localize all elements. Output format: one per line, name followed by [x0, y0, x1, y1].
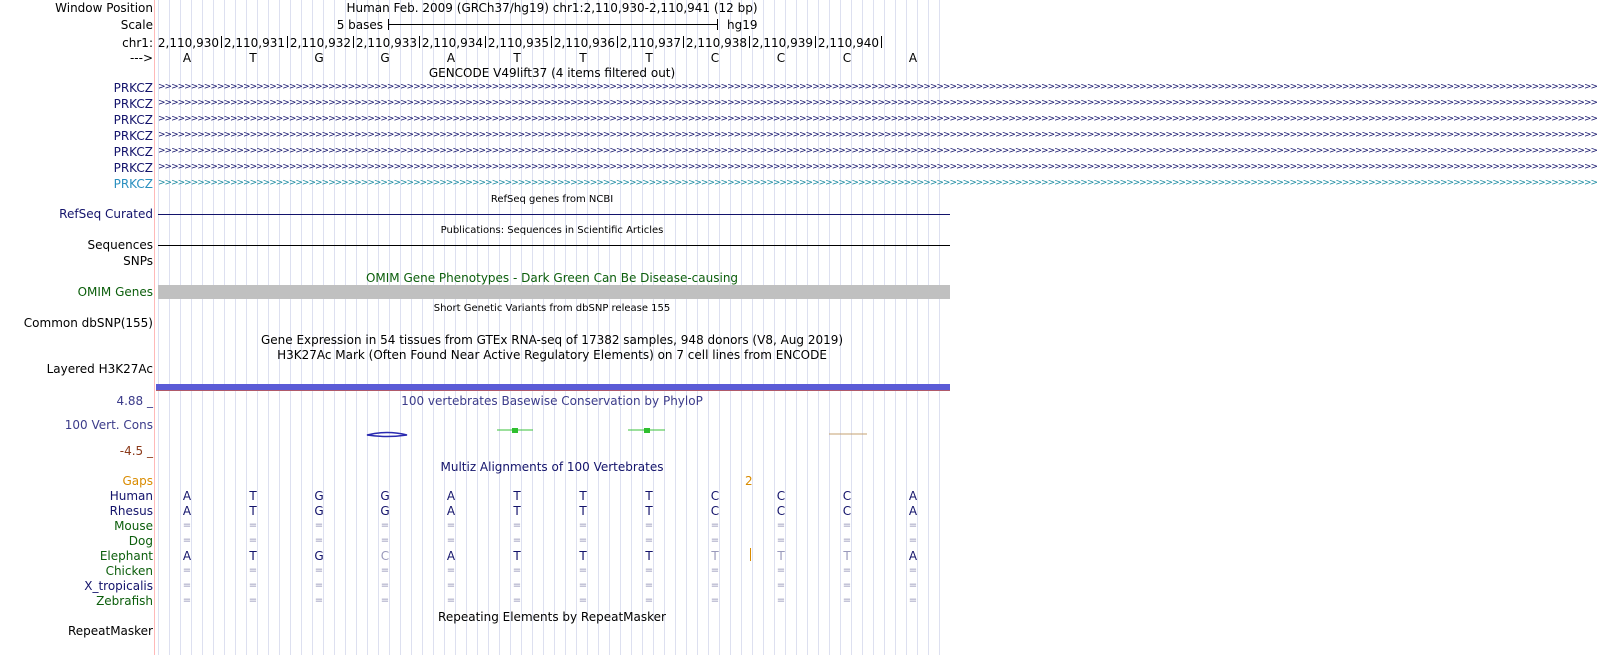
base-letter: A [182, 51, 192, 65]
alignment-base: = [182, 520, 192, 531]
gencode-transcript[interactable]: >>>>>>>>>>>>>>>>>>>>>>>>>>>>>>>>>>>>>>>>>>>>>>>>>>>>>>>>>>>>>>>>>>>>>>>>>>>>>>>>>>>>>>>>>>>>>>>>>>>>>>>>>>>>>>>>>>>>>>>>>>>>>>>>>>>>>>>>>>>>>>>>>>>>>>>>>>>>>>>>>>>>>>>>>>>>>>>>>>>>>>>>>>>>>>>>>>>>>>>>>>>>>>>>>>>>>>>>>>>> [158, 98, 1597, 108]
alignment-base: A [446, 489, 456, 503]
alignment-base: = [776, 520, 786, 531]
alignment-base: A [446, 504, 456, 518]
alignment-base: = [446, 535, 456, 546]
alignment-base: G [380, 504, 390, 518]
alignment-base: = [710, 565, 720, 576]
base-letter: A [446, 51, 456, 65]
publications-track-title: Publications: Sequences in Scientific Articles [440, 225, 664, 236]
phylop-signal[interactable] [355, 420, 885, 442]
phylop-min-label: -4.5 _ [119, 444, 153, 458]
ruler-tick [881, 36, 882, 48]
alignment-base: = [908, 520, 918, 531]
gencode-gene-label[interactable]: PRKCZ [113, 145, 153, 159]
base-letter: T [513, 51, 521, 65]
alignment-base: = [314, 565, 324, 576]
base-letter: T [579, 51, 587, 65]
h3k27ac-baseline [156, 390, 950, 391]
phylop-track-title: 100 vertebrates Basewise Conservation by PhyloP [401, 394, 703, 408]
sequences-track-label[interactable]: Sequences [87, 238, 153, 252]
alignment-base: = [578, 580, 588, 591]
alignment-base: G [314, 504, 324, 518]
alignment-base: = [446, 565, 456, 576]
ruler-coordinate: 2,110,933 [355, 36, 417, 50]
alignment-base: = [512, 580, 522, 591]
base-letter: A [908, 51, 918, 65]
alignment-base: = [578, 520, 588, 531]
ruler-coordinate: 2,110,938 [685, 36, 747, 50]
ruler-tick [221, 36, 222, 48]
alignment-base: = [644, 565, 654, 576]
alignment-base: T [645, 489, 653, 503]
species-label[interactable]: X_tropicalis [84, 579, 153, 593]
alignment-base: = [908, 595, 918, 606]
scale-bar-left-tick [388, 19, 389, 30]
alignment-base: A [446, 549, 456, 563]
position-title: Human Feb. 2009 (GRCh37/hg19) chr1:2,110,930-2,110,941 (12 bp) [346, 1, 758, 15]
alignment-base: = [248, 520, 258, 531]
alignment-base: = [776, 580, 786, 591]
h3k27ac-track-title: H3K27Ac Mark (Often Found Near Active Regulatory Elements) on 7 cell lines from ENCODE [277, 348, 827, 362]
alignment-base: G [380, 489, 390, 503]
species-label[interactable]: Zebrafish [96, 594, 153, 608]
scale-bar [388, 24, 718, 25]
gencode-gene-label[interactable]: PRKCZ [113, 129, 153, 143]
alignment-base: T [249, 489, 257, 503]
omim-track-label[interactable]: OMIM Genes [77, 285, 153, 299]
alignment-base: G [314, 549, 324, 563]
ruler-tick [287, 36, 288, 48]
alignment-base: T [249, 549, 257, 563]
alignment-base: = [380, 535, 390, 546]
alignment-base: = [446, 595, 456, 606]
alignment-base: = [578, 595, 588, 606]
ruler-coordinate: 2,110,934 [421, 36, 483, 50]
snps-track-label[interactable]: SNPs [123, 254, 153, 268]
repeatmasker-track-label[interactable]: RepeatMasker [67, 624, 153, 638]
ruler-coordinate: 2,110,937 [619, 36, 681, 50]
alignment-base: = [710, 535, 720, 546]
gtex-track-title: Gene Expression in 54 tissues from GTEx RNA-seq of 17382 samples, 948 donors (V8, Aug 2019) [260, 333, 844, 347]
gencode-transcript[interactable]: >>>>>>>>>>>>>>>>>>>>>>>>>>>>>>>>>>>>>>>>>>>>>>>>>>>>>>>>>>>>>>>>>>>>>>>>>>>>>>>>>>>>>>>>>>>>>>>>>>>>>>>>>>>>>>>>>>>>>>>>>>>>>>>>>>>>>>>>>>>>>>>>>>>>>>>>>>>>>>>>>>>>>>>>>>>>>>>>>>>>>>>>>>>>>>>>>>>>>>>>>>>>>>>>>>>>>>>>>>>> [158, 178, 1597, 188]
alignment-base: A [182, 549, 192, 563]
alignment-base: = [908, 580, 918, 591]
base-letter: T [249, 51, 257, 65]
alignment-base: = [842, 580, 852, 591]
alignment-base: = [776, 565, 786, 576]
gencode-transcript[interactable]: >>>>>>>>>>>>>>>>>>>>>>>>>>>>>>>>>>>>>>>>>>>>>>>>>>>>>>>>>>>>>>>>>>>>>>>>>>>>>>>>>>>>>>>>>>>>>>>>>>>>>>>>>>>>>>>>>>>>>>>>>>>>>>>>>>>>>>>>>>>>>>>>>>>>>>>>>>>>>>>>>>>>>>>>>>>>>>>>>>>>>>>>>>>>>>>>>>>>>>>>>>>>>>>>>>>>>>>>>>>> [158, 146, 1597, 156]
alignment-base: T [843, 549, 851, 563]
gencode-gene-label[interactable]: PRKCZ [113, 161, 153, 175]
alignment-base: T [579, 489, 587, 503]
species-label[interactable]: Chicken [105, 564, 153, 578]
alignment-base: = [314, 595, 324, 606]
dbsnp-track-title: Short Genetic Variants from dbSNP release 155 [433, 303, 671, 314]
alignment-base: = [710, 580, 720, 591]
species-label[interactable]: Human [109, 489, 153, 503]
alignment-base: = [314, 520, 324, 531]
ruler-tick [617, 36, 618, 48]
ruler-coordinate: 2,110,931 [223, 36, 285, 50]
alignment-base: = [776, 595, 786, 606]
scale-label: Scale [120, 18, 153, 32]
alignment-base: C [380, 549, 390, 563]
omim-gene-bar[interactable] [158, 285, 950, 299]
alignment-base: C [776, 504, 786, 518]
alignment-base: = [314, 580, 324, 591]
alignment-base: C [776, 489, 786, 503]
phylop-mark-green-2-peak [644, 428, 650, 433]
alignment-base: = [644, 595, 654, 606]
alignment-base: A [182, 489, 192, 503]
base-letter: C [842, 51, 852, 65]
h3k27ac-track-label[interactable]: Layered H3K27Ac [46, 362, 153, 376]
gap-count: 2 [745, 474, 753, 488]
gencode-gene-label[interactable]: PRKCZ [113, 81, 153, 95]
ruler-coordinate: 2,110,939 [751, 36, 813, 50]
ruler-tick [485, 36, 486, 48]
ruler-coordinate: 2,110,930 [157, 36, 219, 50]
species-label[interactable]: Elephant [99, 549, 153, 563]
ruler-coordinate: 2,110,932 [289, 36, 351, 50]
species-label[interactable]: Mouse [114, 519, 153, 533]
alignment-base: = [182, 595, 192, 606]
alignment-base: = [578, 565, 588, 576]
alignment-base: C [710, 504, 720, 518]
alignment-base: = [842, 535, 852, 546]
alignment-base: T [249, 504, 257, 518]
alignment-base: = [908, 565, 918, 576]
omim-track-title: OMIM Gene Phenotypes - Dark Green Can Be Disease-causing [365, 271, 739, 285]
alignment-base: = [710, 520, 720, 531]
alignment-base: = [182, 580, 192, 591]
ruler-tick [815, 36, 816, 48]
gencode-transcript[interactable]: >>>>>>>>>>>>>>>>>>>>>>>>>>>>>>>>>>>>>>>>>>>>>>>>>>>>>>>>>>>>>>>>>>>>>>>>>>>>>>>>>>>>>>>>>>>>>>>>>>>>>>>>>>>>>>>>>>>>>>>>>>>>>>>>>>>>>>>>>>>>>>>>>>>>>>>>>>>>>>>>>>>>>>>>>>>>>>>>>>>>>>>>>>>>>>>>>>>>>>>>>>>>>>>>>>>>>>>>>>>> [158, 130, 1597, 140]
alignment-base: = [380, 580, 390, 591]
species-label[interactable]: Dog [128, 534, 153, 548]
ruler-coordinate: 2,110,940 [817, 36, 879, 50]
alignment-base: = [644, 580, 654, 591]
ruler-tick [749, 36, 750, 48]
repeatmasker-track-title: Repeating Elements by RepeatMasker [438, 610, 666, 624]
alignment-base: A [908, 549, 918, 563]
alignment-base: C [710, 489, 720, 503]
gencode-transcript[interactable]: >>>>>>>>>>>>>>>>>>>>>>>>>>>>>>>>>>>>>>>>>>>>>>>>>>>>>>>>>>>>>>>>>>>>>>>>>>>>>>>>>>>>>>>>>>>>>>>>>>>>>>>>>>>>>>>>>>>>>>>>>>>>>>>>>>>>>>>>>>>>>>>>>>>>>>>>>>>>>>>>>>>>>>>>>>>>>>>>>>>>>>>>>>>>>>>>>>>>>>>>>>>>>>>>>>>>>>>>>>>> [158, 162, 1597, 172]
dbsnp-track-label[interactable]: Common dbSNP(155) [23, 316, 153, 330]
alignment-base: C [842, 489, 852, 503]
alignment-base: = [380, 520, 390, 531]
alignment-base: = [776, 535, 786, 546]
alignment-base: T [645, 549, 653, 563]
alignment-base: = [248, 580, 258, 591]
window-position-label: Window Position [55, 1, 153, 15]
species-label[interactable]: Rhesus [109, 504, 153, 518]
alignment-base: G [314, 489, 324, 503]
alignment-base: = [248, 565, 258, 576]
phylop-track-label[interactable]: 100 Vert. Cons [64, 418, 153, 432]
gaps-label[interactable]: Gaps [122, 474, 153, 488]
alignment-base: = [314, 535, 324, 546]
base-letter: G [314, 51, 324, 65]
alignment-base: T [579, 549, 587, 563]
alignment-base: = [380, 595, 390, 606]
alignment-base: T [777, 549, 785, 563]
phylop-max-label: 4.88 _ [116, 394, 153, 408]
ruler-tick [353, 36, 354, 48]
alignment-base: = [644, 535, 654, 546]
scale-bar-right-tick [717, 19, 718, 30]
elephant-insertion-mark [750, 548, 751, 561]
alignment-base: A [908, 489, 918, 503]
gencode-track-title: GENCODE V49lift37 (4 items filtered out) [428, 66, 676, 80]
scale-bar-label: 5 bases [336, 18, 383, 32]
refseq-track-title: RefSeq genes from NCBI [490, 194, 614, 205]
alignment-base: T [513, 504, 521, 518]
alignment-base: = [842, 520, 852, 531]
alignment-base: A [182, 504, 192, 518]
ruler-tick [683, 36, 684, 48]
alignment-base: = [512, 595, 522, 606]
alignment-base: = [380, 565, 390, 576]
base-letter: T [645, 51, 653, 65]
alignment-base: = [842, 595, 852, 606]
alignment-base: = [710, 595, 720, 606]
alignment-base: = [182, 535, 192, 546]
gencode-gene-label[interactable]: PRKCZ [113, 97, 153, 111]
alignment-base: = [512, 535, 522, 546]
ruler-tick [551, 36, 552, 48]
alignment-base: = [248, 535, 258, 546]
phylop-mark-green-1-peak [512, 428, 518, 433]
alignment-base: = [182, 565, 192, 576]
ruler-coordinate: 2,110,935 [487, 36, 549, 50]
gencode-gene-label[interactable]: PRKCZ [113, 177, 153, 191]
alignment-base: = [644, 520, 654, 531]
alignment-base: = [842, 565, 852, 576]
base-letter: C [710, 51, 720, 65]
alignment-base: T [711, 549, 719, 563]
alignment-base: T [645, 504, 653, 518]
assembly-label: hg19 [727, 18, 758, 32]
alignment-base: = [578, 535, 588, 546]
alignment-base: = [446, 520, 456, 531]
gencode-transcript[interactable]: >>>>>>>>>>>>>>>>>>>>>>>>>>>>>>>>>>>>>>>>>>>>>>>>>>>>>>>>>>>>>>>>>>>>>>>>>>>>>>>>>>>>>>>>>>>>>>>>>>>>>>>>>>>>>>>>>>>>>>>>>>>>>>>>>>>>>>>>>>>>>>>>>>>>>>>>>>>>>>>>>>>>>>>>>>>>>>>>>>>>>>>>>>>>>>>>>>>>>>>>>>>>>>>>>>>>>>>>>>>> [158, 82, 1597, 92]
alignment-base: C [842, 504, 852, 518]
chrom-label: chr1: [122, 36, 153, 50]
alignment-base: T [513, 549, 521, 563]
phylop-mark-blue [367, 433, 407, 437]
alignment-base: = [512, 520, 522, 531]
alignment-base: A [908, 504, 918, 518]
alignment-base: = [446, 580, 456, 591]
gencode-transcript[interactable]: >>>>>>>>>>>>>>>>>>>>>>>>>>>>>>>>>>>>>>>>>>>>>>>>>>>>>>>>>>>>>>>>>>>>>>>>>>>>>>>>>>>>>>>>>>>>>>>>>>>>>>>>>>>>>>>>>>>>>>>>>>>>>>>>>>>>>>>>>>>>>>>>>>>>>>>>>>>>>>>>>>>>>>>>>>>>>>>>>>>>>>>>>>>>>>>>>>>>>>>>>>>>>>>>>>>>>>>>>>>> [158, 114, 1597, 124]
ruler-coordinate: 2,110,936 [553, 36, 615, 50]
label-column-separator [154, 0, 155, 655]
multiz-track-title: Multiz Alignments of 100 Vertebrates [440, 460, 664, 474]
base-letter: G [380, 51, 390, 65]
base-letter: C [776, 51, 786, 65]
refseq-track-label[interactable]: RefSeq Curated [59, 207, 153, 221]
gencode-gene-label[interactable]: PRKCZ [113, 113, 153, 127]
ruler-tick [419, 36, 420, 48]
alignment-base: = [908, 535, 918, 546]
strand-label: ---> [129, 51, 153, 65]
refseq-track-line[interactable] [158, 214, 950, 215]
alignment-base: = [512, 565, 522, 576]
alignment-base: T [579, 504, 587, 518]
alignment-base: T [513, 489, 521, 503]
sequences-track-line[interactable] [158, 245, 950, 246]
alignment-base: = [248, 595, 258, 606]
